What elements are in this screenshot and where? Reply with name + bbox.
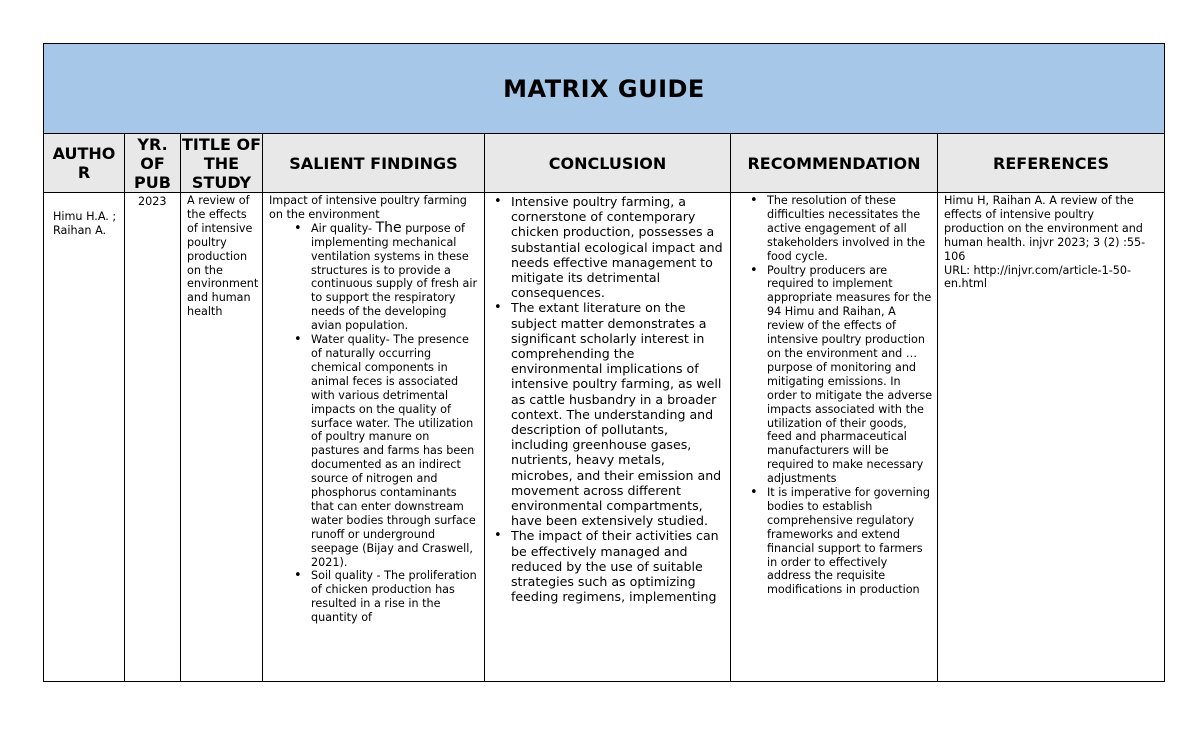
- reference-citation: Himu H, Raihan A. A review of the effects of intensive poultry production on the environment and human health. injvr 2023; 3 (2) :55-106: [944, 194, 1146, 263]
- finding-text: The proliferation of chicken production has resulted in a rise in the quantity of: [311, 569, 477, 625]
- year-text: 2023: [138, 195, 167, 208]
- author-text: Himu H.A. ; Raihan A.: [53, 210, 117, 237]
- finding-text: purpose of implementing mechanical ventilation systems in these structures is to provide a continuous supply of fresh air to support the respiratory needs of the developing avian population.: [311, 221, 478, 333]
- list-item: • The impact of their activities can be effectively managed and reduced by the use of suitable strategies such as optimizing feeding regimens, implementing: [489, 528, 726, 604]
- year-cell: [125, 193, 181, 681]
- finding-label: Air quality-: [311, 221, 373, 235]
- list-item: • The extant literature on the subject matter demonstrates a significant scholarly interest in comprehending the environmental implications of intensive poultry farming, as well as cattle husbandry in a broader context. The understanding and description of pollutants, including greenhouse gases, nutrients, heavy metals, microbes, and their emission and movement across different environmental compartments, have been extensively studied.: [489, 300, 726, 528]
- header-author: AUTHO R: [44, 134, 125, 192]
- list-item: • The resolution of these difficulties necessitates the active engagement of all stakeholders involved in the food cycle.: [745, 194, 933, 264]
- header-study-title: TITLE OF THE STUDY: [181, 134, 261, 192]
- salient-findings-cell: [263, 193, 485, 681]
- conclusion-list: [485, 193, 730, 604]
- finding-label: Water quality-: [311, 333, 390, 347]
- matrix-table: [43, 43, 1165, 682]
- list-item: [289, 569, 480, 625]
- matrix-title-banner: [44, 44, 1164, 134]
- list-item: • Intensive poultry farming, a cornerstone of contemporary chicken production, possesses a substantial ecological impact and needs effective management to mitigate its detrimental consequences.: [489, 194, 726, 300]
- matrix-title: MATRIX GUIDE: [503, 74, 705, 103]
- findings-intro: Impact of intensive poultry farming on the environment: [269, 194, 467, 221]
- header-row: [44, 134, 1164, 193]
- header-year: YR. OF PUB: [125, 134, 181, 192]
- study-title-cell: [181, 193, 263, 681]
- header-references: REFERENCES: [993, 153, 1109, 173]
- table-row: [44, 193, 1164, 681]
- conclusion-cell: [485, 193, 731, 681]
- list-item: • Poultry producers are required to implement appropriate measures for the 94 Himu and Raihan, A review of the effects of intensive poultry production on the environment and … purpose of monitoring and mitigating emissions. In order to mitigate the adverse impacts associated with the utilization of their goods, feed and pharmaceutical manufacturers will be required to make necessary adjustments: [745, 264, 933, 487]
- finding-label: Soil quality -: [311, 569, 381, 583]
- header-salient-findings: SALIENT FINDINGS: [263, 134, 485, 192]
- references-cell: [938, 193, 1164, 681]
- finding-text: The presence of naturally occurring chemical components in animal feces is associated with various detrimental impacts on the quality of surface water. The utilization of poultry manure on pastures and farms has been documented as an indirect source of nitrogen and phosphorus contaminants that can enter downstream water bodies through surface runoff or underground seepage (Bijay and Craswell, 2021).: [311, 333, 476, 569]
- header-conclusion: CONCLUSION: [485, 134, 731, 192]
- list-item: • It is imperative for governing bodies to establish comprehensive regulatory frameworks and extend financial support to farmers in order to effectively address the requisite modifications in production: [745, 486, 933, 597]
- header-recommendation: RECOMMENDATION: [731, 134, 938, 192]
- list-item: [289, 219, 480, 333]
- list-item: [289, 333, 480, 569]
- finding-first-word: The: [375, 219, 402, 236]
- reference-url[interactable]: URL: http://injvr.com/article-1-50-en.html: [944, 263, 1132, 291]
- recommendation-list: [741, 193, 937, 597]
- study-title-text: A review of the effects of intensive poultry production on the environment and human health: [187, 194, 259, 319]
- findings-list: [289, 219, 480, 625]
- author-cell: [44, 193, 125, 681]
- recommendation-cell: [731, 193, 938, 681]
